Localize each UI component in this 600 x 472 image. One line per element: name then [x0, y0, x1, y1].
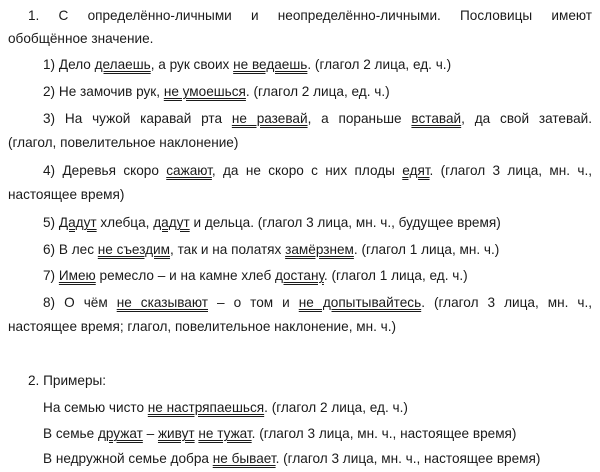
list-item: В семье дружат – живут не тужат. (глагол 3 лица, мн. ч., настоящее время)	[43, 426, 517, 441]
task1-heading-line2: обобщённое значение.	[8, 31, 154, 46]
task2-heading: 2. Примеры:	[28, 373, 107, 388]
list-item: На семью чисто не настряпаешься. (глагол 2 лица, ед. ч.)	[43, 400, 408, 415]
list-item: 7) Имею ремесло – и на камне хлеб достану. (глагол 1 лица, ед. ч.)	[43, 268, 468, 283]
list-item: 8) О чём не сказывают – о том и не допытывайтесь. (глагол 3 лица, мн. ч.,	[43, 295, 593, 310]
task1-heading-line1	[28, 4, 592, 27]
list-item: 4) Деревья скоро сажают, да не скоро с них плоды едят. (глагол 3 лица, мн. ч.,	[43, 163, 593, 178]
list-item: В недружной семье добра не бывает. (глагол 3 лица, мн. ч., настоящее время)	[43, 451, 541, 466]
list-item: 5) Дадут хлебца, дадут и дельца. (глагол 3 лица, мн. ч., будущее время)	[43, 215, 501, 230]
list-item-continuation: настоящее время; глагол, повелительное наклонение, мн. ч.)	[8, 319, 397, 334]
list-item	[43, 80, 600, 103]
list-item	[43, 53, 600, 76]
item-number: 1)	[43, 57, 56, 72]
list-item-continuation: настоящее время)	[8, 187, 125, 202]
task1-heading-start: 1. С определённо-личными и неопределённо-личными. Пословицы имеют	[28, 8, 592, 23]
list-item: 3) На чужой каравай рта не разевай, а пораньше вставай, да свой затевай.	[43, 111, 592, 126]
item-text: Дело делаешь, а рук своих не ведаешь. (глагол 2 лица, ед. ч.)	[58, 57, 452, 72]
list-item: 6) В лес не съездим, так и на полатях замёрзнем. (глагол 1 лица, мн. ч.)	[43, 242, 500, 257]
list-item-continuation: (глагол, повелительное наклонение)	[8, 135, 239, 150]
item-number: 2)	[43, 84, 56, 99]
item-text: Не замочив рук, не умоешься. (глагол 2 лица, ед. ч.)	[58, 84, 390, 99]
